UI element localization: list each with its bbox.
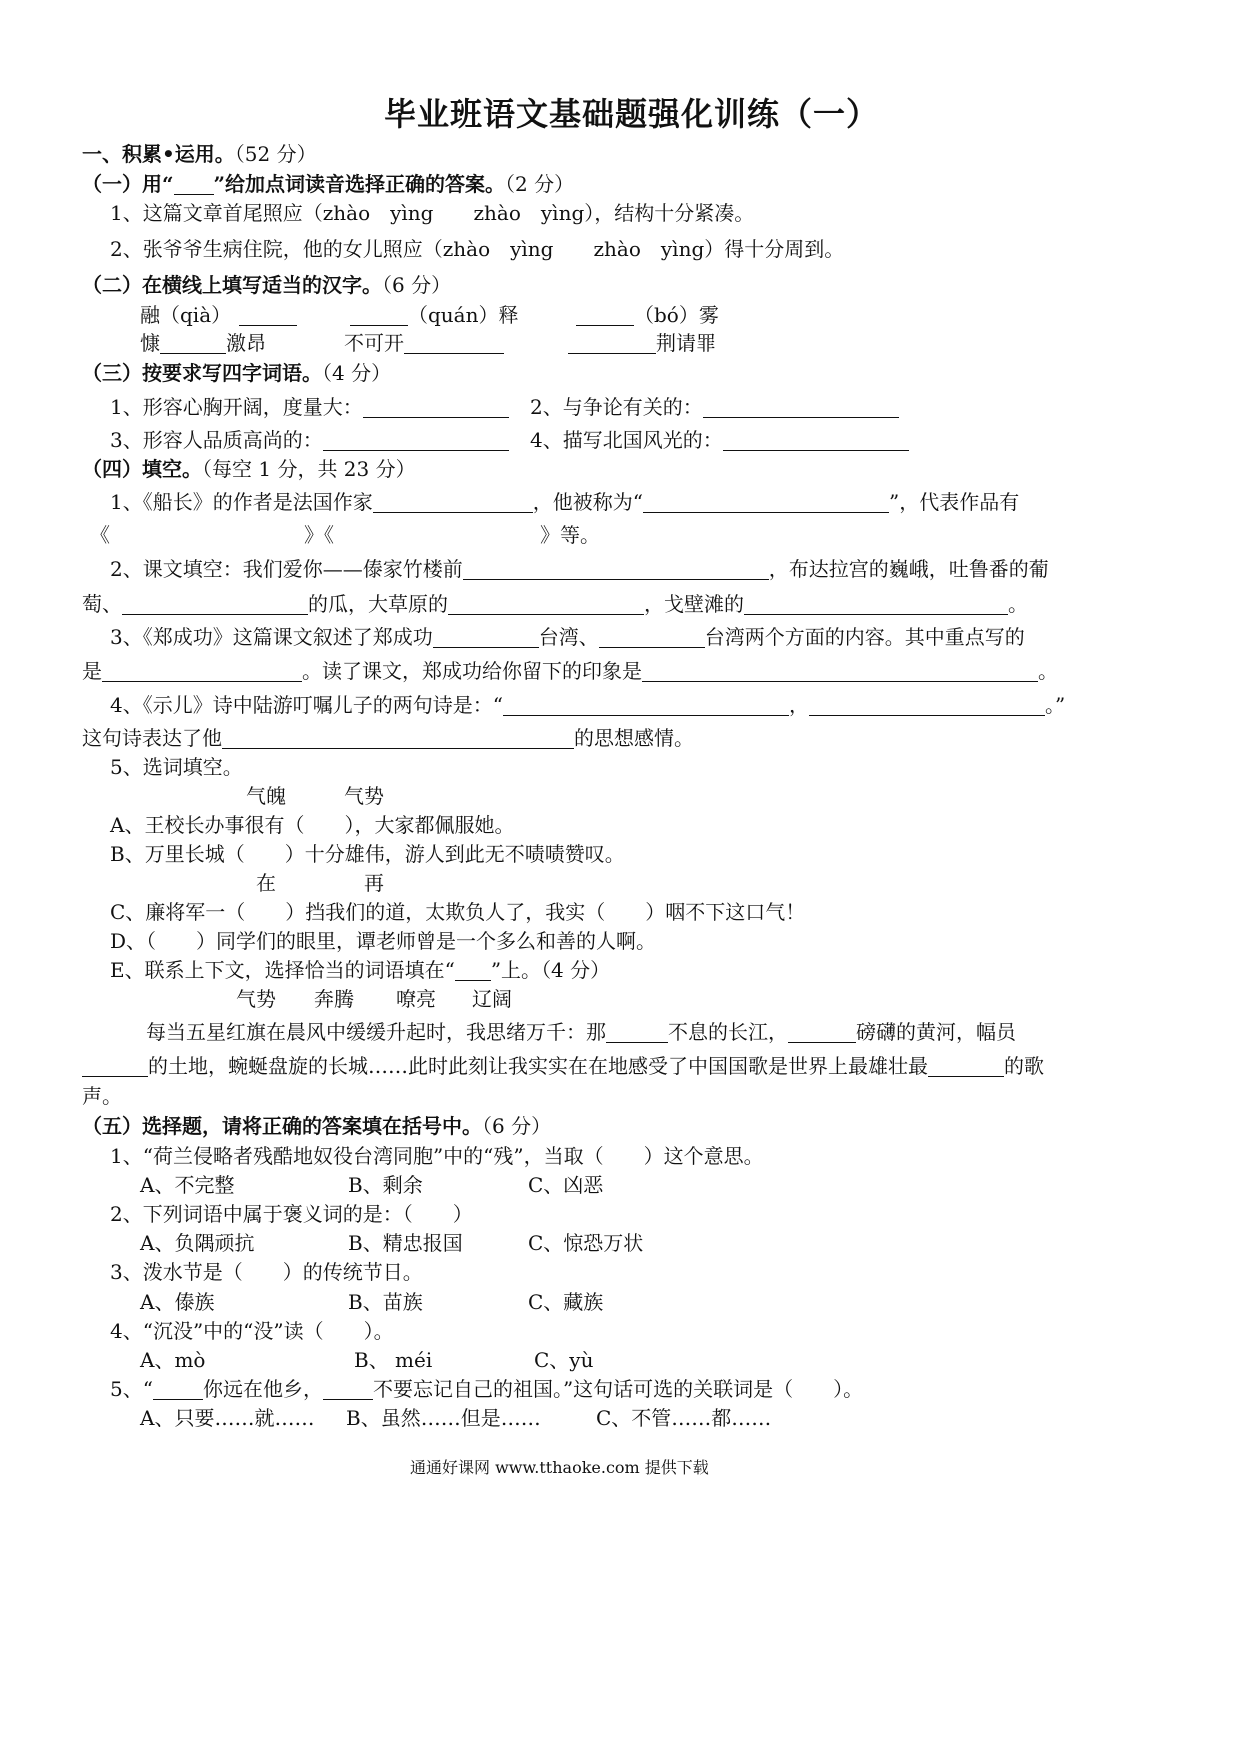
q5-item-2-option-c: C、惊恐万状 bbox=[528, 1231, 644, 1255]
word-option: 气势 bbox=[344, 784, 384, 808]
q5-item-3-option-b: B、苗族 bbox=[348, 1290, 423, 1314]
q5-item-3-option-a: A、傣族 bbox=[140, 1290, 215, 1314]
blank-line[interactable] bbox=[373, 492, 533, 513]
blank-line[interactable] bbox=[102, 661, 302, 682]
q4-passage-line-3: 声。 bbox=[82, 1084, 122, 1108]
blank-line[interactable] bbox=[642, 661, 1038, 682]
blank-line[interactable] bbox=[809, 695, 1045, 716]
q4-item-1-works-mid: 》《 bbox=[304, 523, 334, 547]
q4-sub-d: D、（ ）同学们的眼里，谭老师曾是一个多么和善的人啊。 bbox=[110, 929, 657, 953]
q5-item-5: 5、“ 你远在他乡， 不要忘记自己的祖国。”这句话可选的关联词是（ ）。 bbox=[110, 1377, 864, 1401]
blank-line[interactable] bbox=[363, 397, 509, 418]
word-option: 再 bbox=[364, 871, 384, 895]
q5-item-4-option-a: A、mò bbox=[140, 1348, 206, 1372]
q5-item-4-option-b: B、 méi bbox=[354, 1348, 433, 1372]
blank-line[interactable] bbox=[222, 728, 574, 749]
blank-line[interactable] bbox=[606, 1022, 668, 1043]
q4-passage-line-2: 的土地，蜿蜒盘旋的长城……此时此刻让我实实在在地感受了中国国歌是世界上最雄壮最 的歌 bbox=[82, 1053, 1044, 1079]
blank-line[interactable] bbox=[599, 627, 705, 648]
q4-item-4: 4、《示儿》诗中陆游叮嘱儿子的两句诗是：“ ， 。” bbox=[110, 693, 1066, 717]
blank-line bbox=[174, 174, 214, 195]
q3-item-3: 3、形容人品质高尚的： bbox=[110, 427, 509, 453]
q4-item-1-works-close: 》等。 bbox=[540, 523, 600, 547]
q5-item-3-option-c: C、藏族 bbox=[528, 1290, 604, 1314]
blank-line[interactable] bbox=[463, 559, 769, 580]
blank-line bbox=[153, 1379, 203, 1400]
blank-line[interactable] bbox=[323, 430, 509, 451]
footer-source: 通通好课网 www.tthaoke.com 提供下载 bbox=[410, 1458, 709, 1477]
q2-row-2b: 不可开 bbox=[344, 330, 504, 356]
q5-item-5-option-c: C、不管……都…… bbox=[596, 1406, 772, 1430]
q4-item-1: 1、《船长》的作者是法国作家 ，他被称为“ ”，代表作品有 bbox=[110, 490, 1020, 514]
blank-line[interactable] bbox=[239, 305, 297, 326]
word-option: 辽阔 bbox=[472, 987, 512, 1011]
q2-row-2c: 荆请罪 bbox=[568, 330, 716, 356]
blank-line bbox=[455, 960, 491, 981]
word-option: 在 bbox=[256, 871, 276, 895]
q5-item-2: 2、下列词语中属于褒义词的是：（ ） bbox=[110, 1202, 473, 1226]
blank-line[interactable] bbox=[928, 1056, 1004, 1077]
q3-item-1: 1、形容心胸开阔，度量大： bbox=[110, 394, 509, 420]
q2-heading: （二）在横线上填写适当的汉字。（6 分） bbox=[82, 273, 452, 297]
q5-item-1: 1、“荷兰侵略者残酷地奴役台湾同胞”中的“残”，当取（ ）这个意思。 bbox=[110, 1144, 764, 1168]
blank-line[interactable] bbox=[744, 594, 1008, 615]
q1-item-2: 2、张爷爷生病住院，他的女儿照应（zhào yìng zhào yìng）得十分周到。 bbox=[110, 237, 845, 261]
q5-item-4-option-c: C、yù bbox=[534, 1348, 594, 1372]
page-title: 毕业班语文基础题强化训练（一） bbox=[384, 95, 880, 133]
q2-row-1b: （quán）释 bbox=[350, 302, 519, 328]
q4-item-5: 5、选词填空。 bbox=[110, 755, 243, 779]
q4-sub-b: B、万里长城（ ）十分雄伟，游人到此无不啧啧赞叹。 bbox=[110, 842, 625, 866]
word-option: 气魄 bbox=[246, 784, 286, 808]
word-option: 奔腾 bbox=[314, 987, 354, 1011]
blank-line[interactable] bbox=[433, 627, 539, 648]
q2-row-1c: （bó）雾 bbox=[576, 302, 719, 328]
q2-row-1a: 融（qià） bbox=[140, 302, 297, 328]
blank-line[interactable] bbox=[350, 305, 408, 326]
q5-heading: （五）选择题，请将正确的答案填在括号中。（6 分） bbox=[82, 1114, 552, 1138]
blank-line[interactable] bbox=[448, 594, 644, 615]
q1-item-1: 1、这篇文章首尾照应（zhào yìng zhào yìng），结构十分紧凑。 bbox=[110, 201, 755, 225]
q4-passage-line-1: 每当五星红旗在晨风中缓缓升起时，我思绪万千：那 不息的长江， 磅礴的黄河，幅员 bbox=[146, 1020, 1016, 1044]
q4-item-2: 2、课文填空：我们爱你——傣家竹楼前 ，布达拉宫的巍峨，吐鲁番的葡 bbox=[110, 557, 1049, 581]
blank-line[interactable] bbox=[568, 333, 656, 354]
word-option: 气势 bbox=[236, 987, 276, 1011]
word-option: 嘹亮 bbox=[396, 987, 436, 1011]
blank-line[interactable] bbox=[643, 492, 889, 513]
blank-line[interactable] bbox=[404, 333, 504, 354]
blank-line[interactable] bbox=[503, 695, 789, 716]
q5-item-2-option-b: B、精忠报国 bbox=[348, 1231, 463, 1255]
blank-line[interactable] bbox=[122, 594, 308, 615]
q5-item-1-option-b: B、剩余 bbox=[348, 1173, 423, 1197]
blank-line[interactable] bbox=[723, 430, 909, 451]
q5-item-3: 3、泼水节是（ ）的传统节日。 bbox=[110, 1260, 423, 1284]
q4-item-4-cont: 这句诗表达了他 的思想感情。 bbox=[82, 726, 694, 750]
q3-heading: （三）按要求写四字词语。（4 分） bbox=[82, 361, 392, 385]
q4-sub-a: A、王校长办事很有（ ），大家都佩服她。 bbox=[110, 813, 515, 837]
q1-heading: （一）用“ ”给加点词读音选择正确的答案。（2 分） bbox=[82, 172, 575, 196]
blank-line[interactable] bbox=[82, 1056, 148, 1077]
q4-sub-c: C、廉将军一（ ）挡我们的道，太欺负人了，我实（ ）咽不下这口气！ bbox=[110, 900, 806, 924]
q4-item-2-cont: 萄、 的瓜，大草原的 ，戈壁滩的 。 bbox=[82, 592, 1028, 616]
q5-item-2-option-a: A、负隅顽抗 bbox=[140, 1231, 255, 1255]
blank-line[interactable] bbox=[576, 305, 634, 326]
section-1-heading: 一、积累•运用。（52 分） bbox=[82, 142, 317, 166]
q3-item-4: 4、描写北国风光的： bbox=[530, 427, 909, 453]
q5-item-1-option-c: C、凶恶 bbox=[528, 1173, 604, 1197]
q4-heading: （四）填空。（每空 1 分，共 23 分） bbox=[82, 457, 416, 481]
q5-item-1-option-a: A、不完整 bbox=[140, 1173, 235, 1197]
q3-item-2: 2、与争论有关的： bbox=[530, 394, 899, 420]
q4-item-3: 3、《郑成功》这篇课文叙述了郑成功 台湾、 台湾两个方面的内容。其中重点写的 bbox=[110, 625, 1025, 649]
blank-line[interactable] bbox=[703, 397, 899, 418]
q4-item-3-cont: 是 。读了课文，郑成功给你留下的印象是 。 bbox=[82, 659, 1058, 683]
q5-item-5-option-a: A、只要……就…… bbox=[140, 1406, 315, 1430]
blank-line[interactable] bbox=[160, 333, 226, 354]
blank-line bbox=[323, 1379, 373, 1400]
q2-row-2a: 慷 激昂 bbox=[140, 331, 266, 355]
q4-sub-e: E、联系上下文，选择恰当的词语填在“ ”上。（4 分） bbox=[110, 958, 611, 982]
q4-item-1-works-open: 《 bbox=[90, 523, 110, 547]
q5-item-4: 4、“沉没”中的“没”读（ ）。 bbox=[110, 1319, 394, 1343]
q5-item-5-option-b: B、虽然……但是…… bbox=[346, 1406, 541, 1430]
blank-line[interactable] bbox=[788, 1022, 856, 1043]
